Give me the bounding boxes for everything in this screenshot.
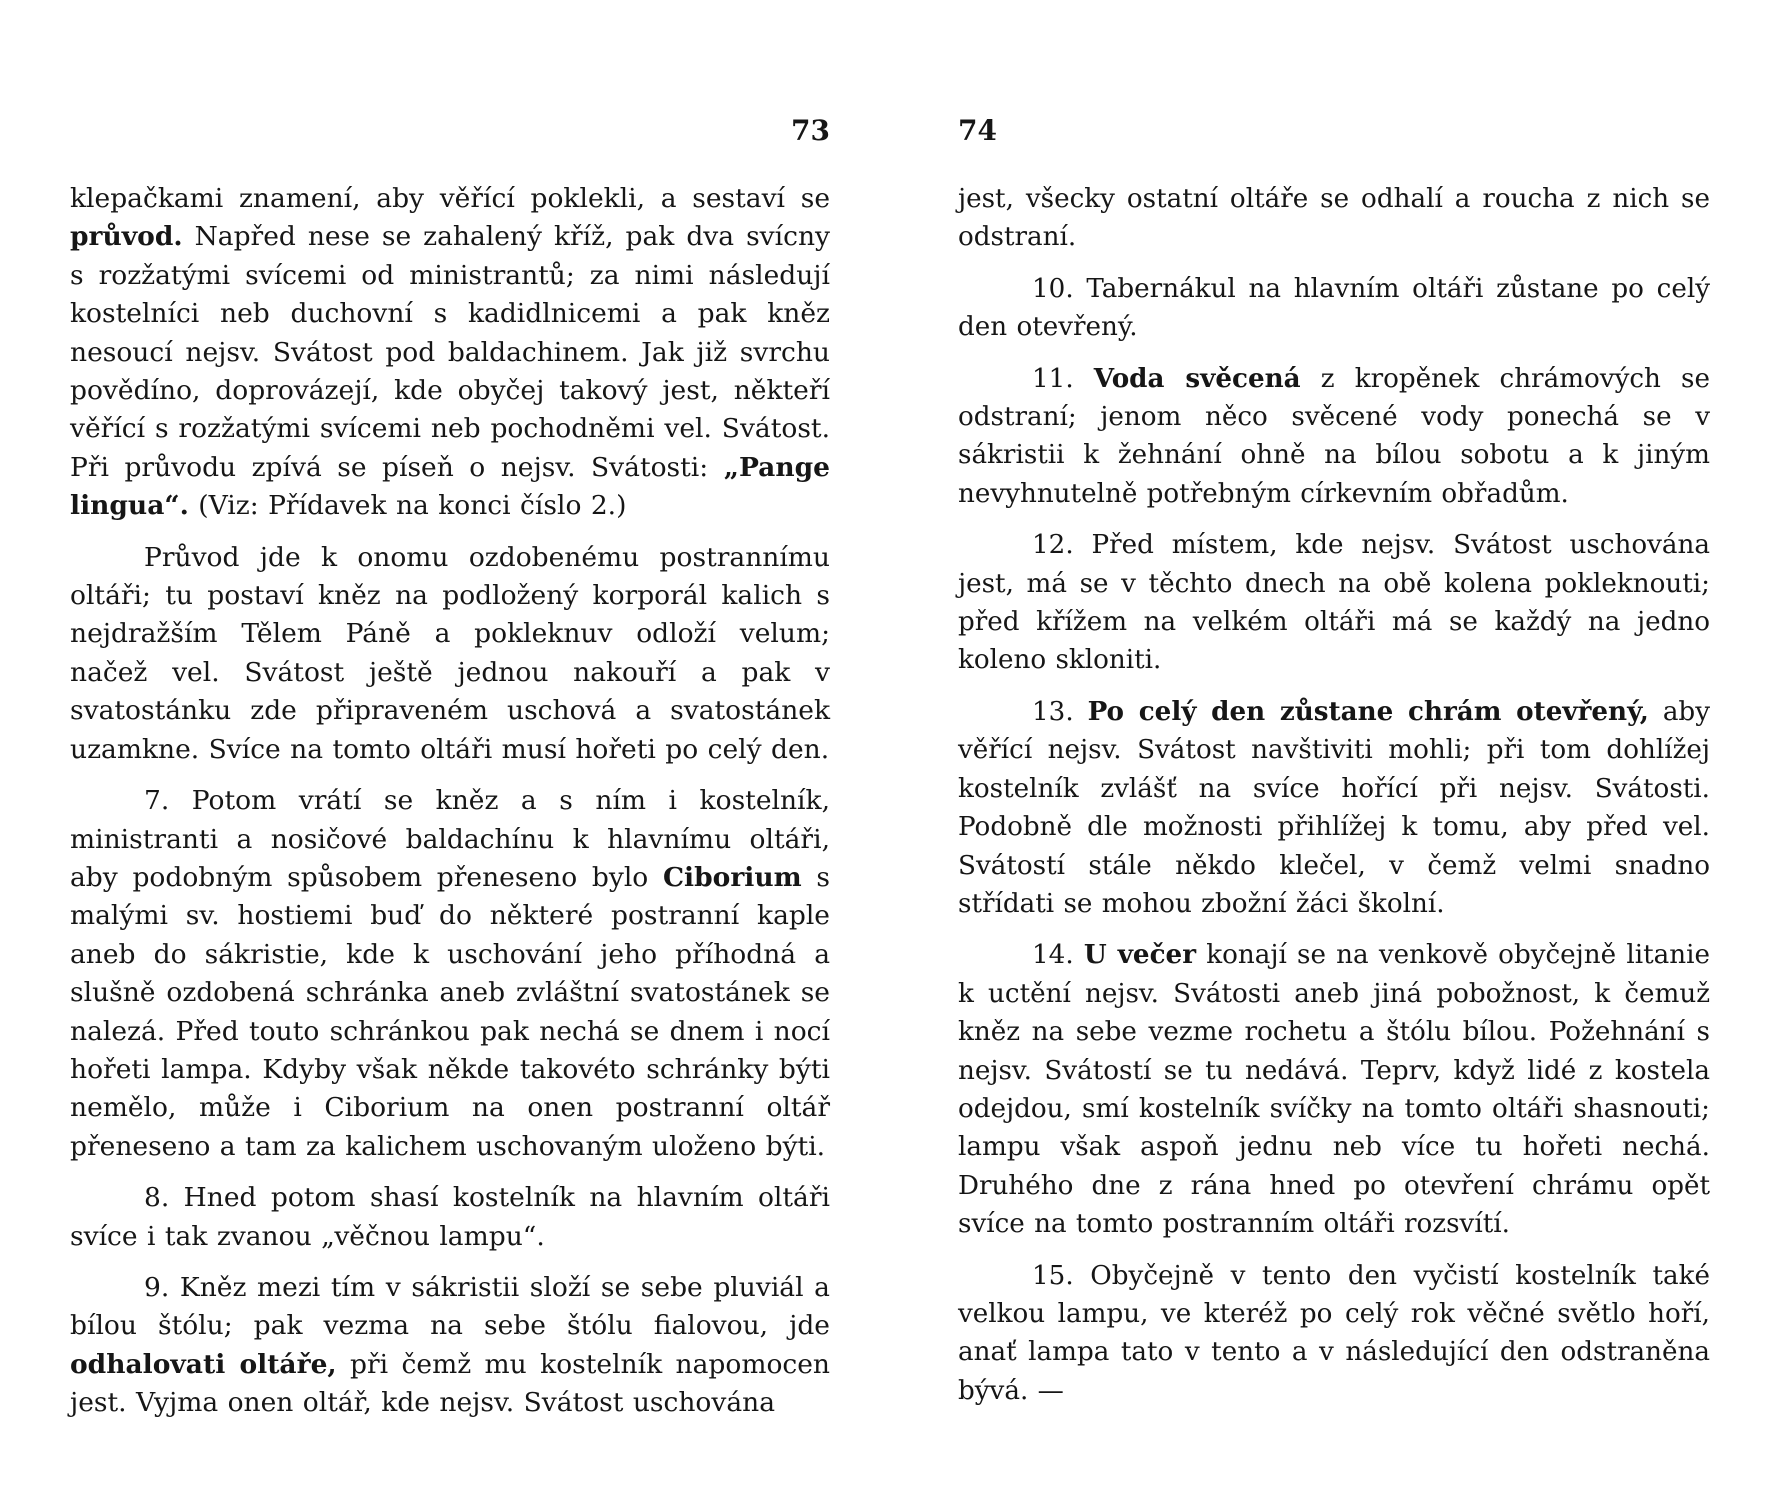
paragraph (958, 526, 1710, 680)
text-run: (Viz: Přídavek na konci číslo 2.) (188, 490, 627, 522)
left-page (70, 0, 830, 1500)
bold-phrase: průvod. (70, 221, 183, 253)
paragraph (70, 180, 830, 526)
paragraph (70, 1179, 830, 1256)
left-page-text (70, 180, 830, 1436)
text-run: 12. Před místem, kde nejsv. Svátost uschována jest, má se v těchto dnech na obě kolena pokleknouti; před křížem na velkém oltáři má se každý na jedno koleno skloniti. (958, 530, 1710, 676)
text-run: 13. (1032, 696, 1088, 727)
paragraph (958, 693, 1710, 923)
text-run: při čemž mu kostelník napomocen jest. Vyjma onen oltář, kde nejsv. Svátost uschována (70, 1348, 830, 1419)
paragraph (70, 1269, 830, 1423)
text-run: jest, všecky ostatní oltáře se odhalí a roucha z nich se odstraní. (958, 184, 1710, 253)
text-run: 10. Tabernákul na hlavním oltáři zůstane po celý den otevřený. (958, 273, 1710, 343)
bold-phrase: Po celý den zůstane chrám otevřený, (1087, 695, 1649, 727)
paragraph (958, 936, 1710, 1243)
text-run: Průvod jde k onomu ozdobenému postrannímu oltáři; tu postaví kněz na podložený korporál kalich s nejdražším Tělem Páně a pokleknuv odloží velum; načež vel. Svátost ještě jednou nakouří a pak v svatostánku zde připraveném uschová a svatostánek uzamkne. Svíce na tomto oltáři musí hořeti po celý den. (70, 541, 830, 765)
text-run: 15. Obyčejně v tento den vyčistí kostelník také velkou lampu, ve kteréž po celý rok věčné světlo hoří, anať lampa tato v tento a v následující den odstraněna bývá. — (958, 1260, 1710, 1406)
paragraph (958, 180, 1710, 257)
text-run: klepačkami znamení, aby věřící poklekli, a sestaví se (70, 183, 830, 214)
paragraph (958, 1257, 1710, 1411)
text-run: aby věřící nejsv. Svátost navštiviti mohli; při tom dohlížej kostelník zvlášť na svíce hořící při nejsv. Svátosti. Podobně dle možnosti přihlížej k tomu, aby před vel. Svátostí stále někdo klečel, v čemž velmi snadno střídati se mohou zbožní žáci školní. (958, 696, 1710, 919)
text-run: s malými sv. hostiemi buď do některé postranní kaple aneb do sákristie, kde k uschování jeho příhodná a slušně ozdobená schránka aneb zvláštní svatostánek se nalezá. Před touto schránkou pak nechá se dnem i nocí hořeti lampa. Kdyby však někde takovéto schránky býti nemělo, může i Ciborium na onen postranní oltář přeneseno a tam za kalichem uschovaným uloženo býti. (70, 861, 830, 1162)
paragraph (70, 539, 830, 769)
page-number-right: 74 (958, 114, 997, 147)
text-run: 7. Potom vrátí se kněz a s ním i kostelník, ministranti a nosičové baldachínu k hlavnímu oltáři, aby podobným spůsobem přeneseno bylo (70, 785, 830, 893)
text-run: z kropěnek chrámových se odstraní; jenom něco svěcené vody ponechá se v sákristii k žehnání ohně na bílou sobotu a k jiným nevyhnutelně potřebným církevním obřadům. (958, 363, 1710, 509)
text-run: 9. Kněz mezi tím v sákristii složí se sebe pluviál a bílou štólu; pak vezma na sebe štólu fialovou, jde (70, 1271, 830, 1342)
right-page-text (958, 180, 1710, 1423)
text-run: 8. Hned potom shasí kostelník na hlavním oltáři svíce i tak zvanou „věčnou lampu“. (70, 1182, 830, 1252)
text-run: 14. (1032, 940, 1084, 971)
bold-phrase: „Pange lingua“. (70, 451, 830, 522)
text-run: 11. (1032, 363, 1094, 394)
page-number-left: 73 (791, 114, 830, 147)
text-run: Napřed nese se zahalený kříž, pak dva svícny s rozžatými svícemi od ministrantů; za nimi následují kostelníci neb duchovní s kadidlnicemi a pak kněz nesoucí nejsv. Svátost pod baldachinem. Jak již svrchu povědíno, doprovázejí, kde obyčej takový jest, někteří věřící s rozžatými svícemi neb pochodněmi vel. Svátost. Při průvodu zpívá se píseň o nejsv. Svátosti: (70, 221, 830, 483)
bold-phrase: Ciborium (662, 861, 802, 893)
bold-phrase: U večer (1083, 939, 1196, 971)
text-run: konají se na venkově obyčejně litanie k uctění nejsv. Svátosti aneb jiná pobožnost, k čemuž kněz na sebe vezme rochetu a štólu bílou. Požehnání s nejsv. Svátostí se tu nedává. Teprv, když lidé z kostela odejdou, smí kostelník svíčky na tomto oltáři shasnouti; lampu však aspoň jednu neb více tu hořeti nechá. Druhého dne z rána hned po otevření chrámu opět svíce na tomto postranním oltáři rozsvítí. (958, 940, 1710, 1240)
right-page (958, 0, 1710, 1500)
paragraph (958, 360, 1710, 514)
bold-phrase: Voda svěcená (1093, 362, 1301, 394)
bold-phrase: odhalovati oltáře, (70, 1348, 337, 1380)
paragraph (958, 270, 1710, 347)
paragraph (70, 782, 830, 1166)
